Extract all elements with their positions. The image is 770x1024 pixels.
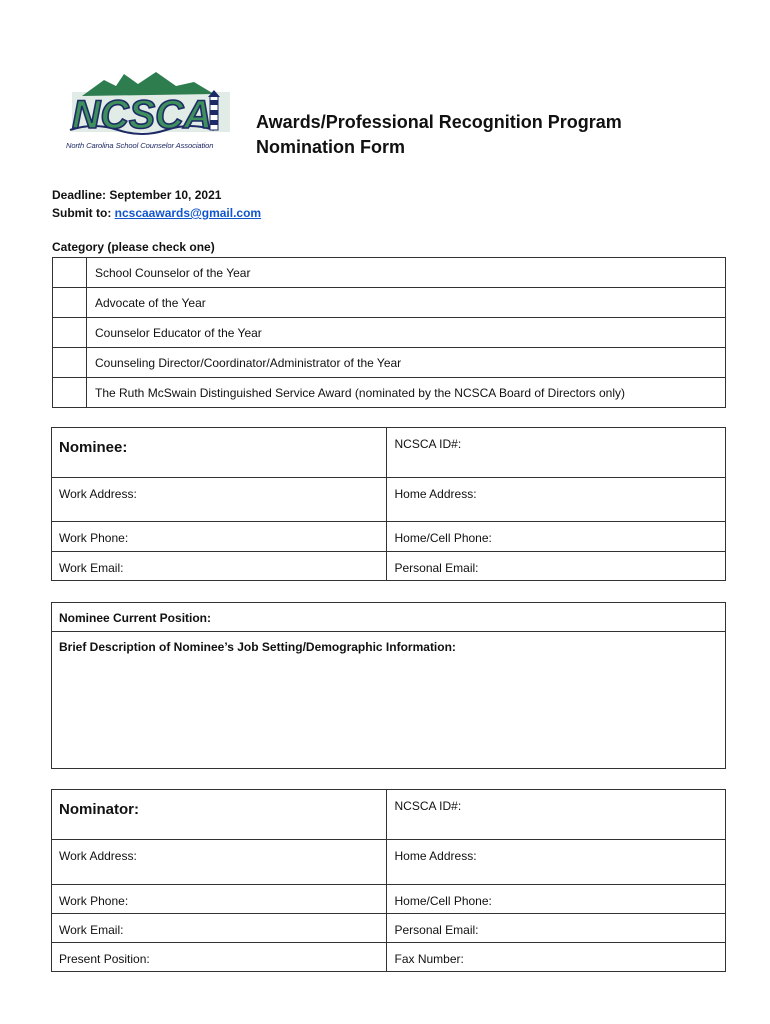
logo-wordmark: NCSCA: [72, 93, 212, 137]
logo-tagline: North Carolina School Counselor Association: [66, 141, 214, 150]
nominator-name-field[interactable]: [52, 790, 387, 840]
nominator-present-position-field[interactable]: Present Position:: [52, 943, 387, 972]
nominator-id-field[interactable]: NCSCA ID#:: [387, 790, 726, 840]
deadline-text: Deadline: September 10, 2021: [52, 188, 222, 202]
nominee-home-phone-field[interactable]: Home/Cell Phone:: [387, 522, 726, 552]
nominee-table: [51, 427, 726, 581]
category-option: Advocate of the Year: [87, 288, 726, 318]
category-checkbox[interactable]: [53, 348, 87, 378]
nominator-work-email-field[interactable]: Work Email:: [52, 914, 387, 943]
nominee-heading: Nominee:: [59, 439, 128, 456]
nominator-personal-email-field[interactable]: Personal Email:: [387, 914, 726, 943]
category-row: [53, 288, 726, 318]
nominee-id-field[interactable]: NCSCA ID#:: [387, 428, 726, 478]
category-option: The Ruth McSwain Distinguished Service Award (nominated by the NCSCA Board of Directors only): [87, 378, 726, 408]
nominator-home-phone-field[interactable]: Home/Cell Phone:: [387, 885, 726, 914]
nominee-personal-email-field[interactable]: Personal Email:: [387, 552, 726, 581]
category-checkbox[interactable]: [53, 258, 87, 288]
ncsca-logo: [64, 70, 234, 156]
category-table: [52, 257, 726, 408]
submission-info: [52, 186, 261, 222]
nominator-table: [51, 789, 726, 972]
nominator-heading: Nominator:: [59, 801, 139, 818]
nominator-work-address-field[interactable]: Work Address:: [52, 840, 387, 885]
category-option: Counseling Director/Coordinator/Administrator of the Year: [87, 348, 726, 378]
job-setting-description-field[interactable]: Brief Description of Nominee’s Job Setting/Demographic Information:: [52, 632, 726, 769]
submit-label: Submit to:: [52, 206, 115, 220]
title-line-2: Nomination Form: [256, 137, 405, 157]
nominator-fax-field[interactable]: Fax Number:: [387, 943, 726, 972]
nominator-home-address-field[interactable]: Home Address:: [387, 840, 726, 885]
nominee-work-email-field[interactable]: Work Email:: [52, 552, 387, 581]
title-line-1: Awards/Professional Recognition Program: [256, 112, 622, 132]
nominee-home-address-field[interactable]: Home Address:: [387, 478, 726, 522]
category-row: [53, 318, 726, 348]
category-option: School Counselor of the Year: [87, 258, 726, 288]
page-title: [256, 110, 622, 160]
nominee-work-address-field[interactable]: Work Address:: [52, 478, 387, 522]
nominee-work-phone-field[interactable]: Work Phone:: [52, 522, 387, 552]
category-row: [53, 378, 726, 408]
category-label: Category (please check one): [52, 240, 215, 254]
position-table: [51, 602, 726, 769]
category-checkbox[interactable]: [53, 318, 87, 348]
submit-line: [52, 204, 261, 222]
category-row: [53, 258, 726, 288]
category-checkbox[interactable]: [53, 378, 87, 408]
category-row: [53, 348, 726, 378]
nominee-current-position-field[interactable]: Nominee Current Position:: [52, 603, 726, 632]
email-link[interactable]: ncscaawards@gmail.com: [114, 206, 262, 220]
nominee-name-field[interactable]: [52, 428, 387, 478]
category-option: Counselor Educator of the Year: [87, 318, 726, 348]
category-checkbox[interactable]: [53, 288, 87, 318]
nominator-work-phone-field[interactable]: Work Phone:: [52, 885, 387, 914]
